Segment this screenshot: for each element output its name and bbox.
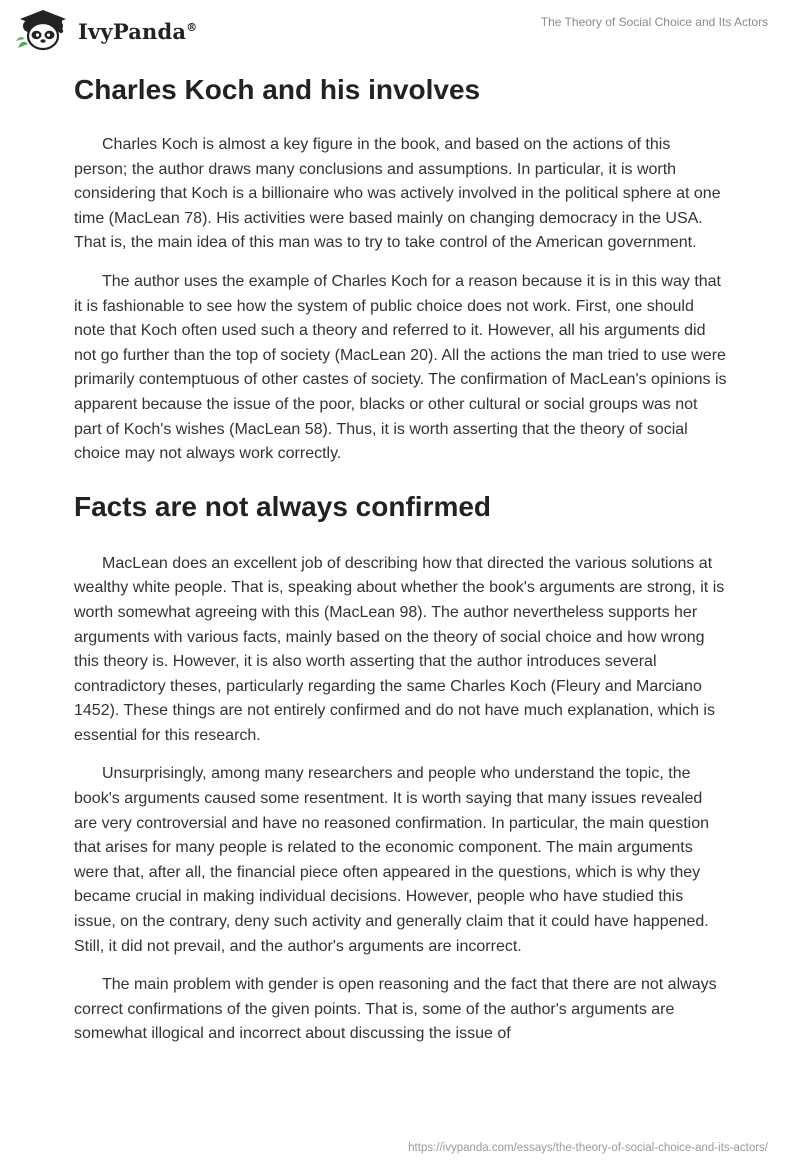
page-header [0,0,800,60]
document-title: The Theory of Social Choice and Its Actors [540,15,768,29]
paragraph: The author uses the example of Charles Koch for a reason because it is in this way that it is fashionable to see how the system of public choice does not work. First, one should note that Koch often used such a theory and referred to it. However, all his arguments did not go further than the top of society (MacLean 20). All the actions the man tried to use were primarily contemptuous of other castes of society. The confirmation of MacLean's opinions is apparent because the issue of the poor, blacks or other cultural or social groups was not part of Koch's wishes (MacLean 58). Thus, it is worth asserting that the theory of social choice may not always work correctly. [74,272,727,463]
ivypanda-logo[interactable] [14,10,197,52]
section-heading: Facts are not always confirmed [74,490,492,522]
section-heading: Charles Koch and his involves [74,74,481,105]
brand-name: IvyPanda® [78,18,198,44]
paragraph: The main problem with gender is open reasoning and the fact that there are not always correct confirmations of the given points. That is, some of the author's arguments are somewhat illogical and incorrect about discussing the issue of [74,976,717,1043]
source-url-link[interactable]: https://ivypanda.com/essays/the-theory-of-social-choice-and-its-actors/ [408,1142,768,1154]
panda-graduate-icon [14,10,72,52]
paragraph: Charles Koch is almost a key figure in the book, and based on the actions of this person; the author draws many conclusions and assumptions. In particular, it is worth considering that Koch is a billionaire who was actively involved in the political sphere at one time (MacLean 78). His activities were based mainly on changing democracy in the USA. That is, the main idea of this man was to try to take control of the American government. [74,136,721,252]
paragraph: Unsurprisingly, among many researchers and people who understand the topic, the book's arguments caused some resentment. It is worth saying that many issues revealed are very controversial and have no reasoned confirmation. In particular, the main question that arises for many people is related to the economic component. The main arguments were that, after all, the financial piece often appeared in the questions, which is why they became crucial in making individual decisions. However, people who have studied this issue, on the contrary, deny such activity and generally claim that it could have happened. Still, it did not prevail, and the author's arguments are incorrect. [74,765,710,955]
essay-body [74,70,728,1061]
paragraph: MacLean does an excellent job of describing how that directed the various solutions at wealthy white people. That is, speaking about whether the book's arguments are strong, it is worth somewhat agreeing with this (MacLean 98). The author nevertheless supports her arguments with various facts, mainly based on the theory of social choice and how wrong this theory is. However, it is also worth asserting that the author introduces several contradictory theses, particularly regarding the same Charles Koch (Fleury and Marciano 1452). These things are not entirely confirmed and do not have much explanation, which is essential for this research. [74,554,725,744]
